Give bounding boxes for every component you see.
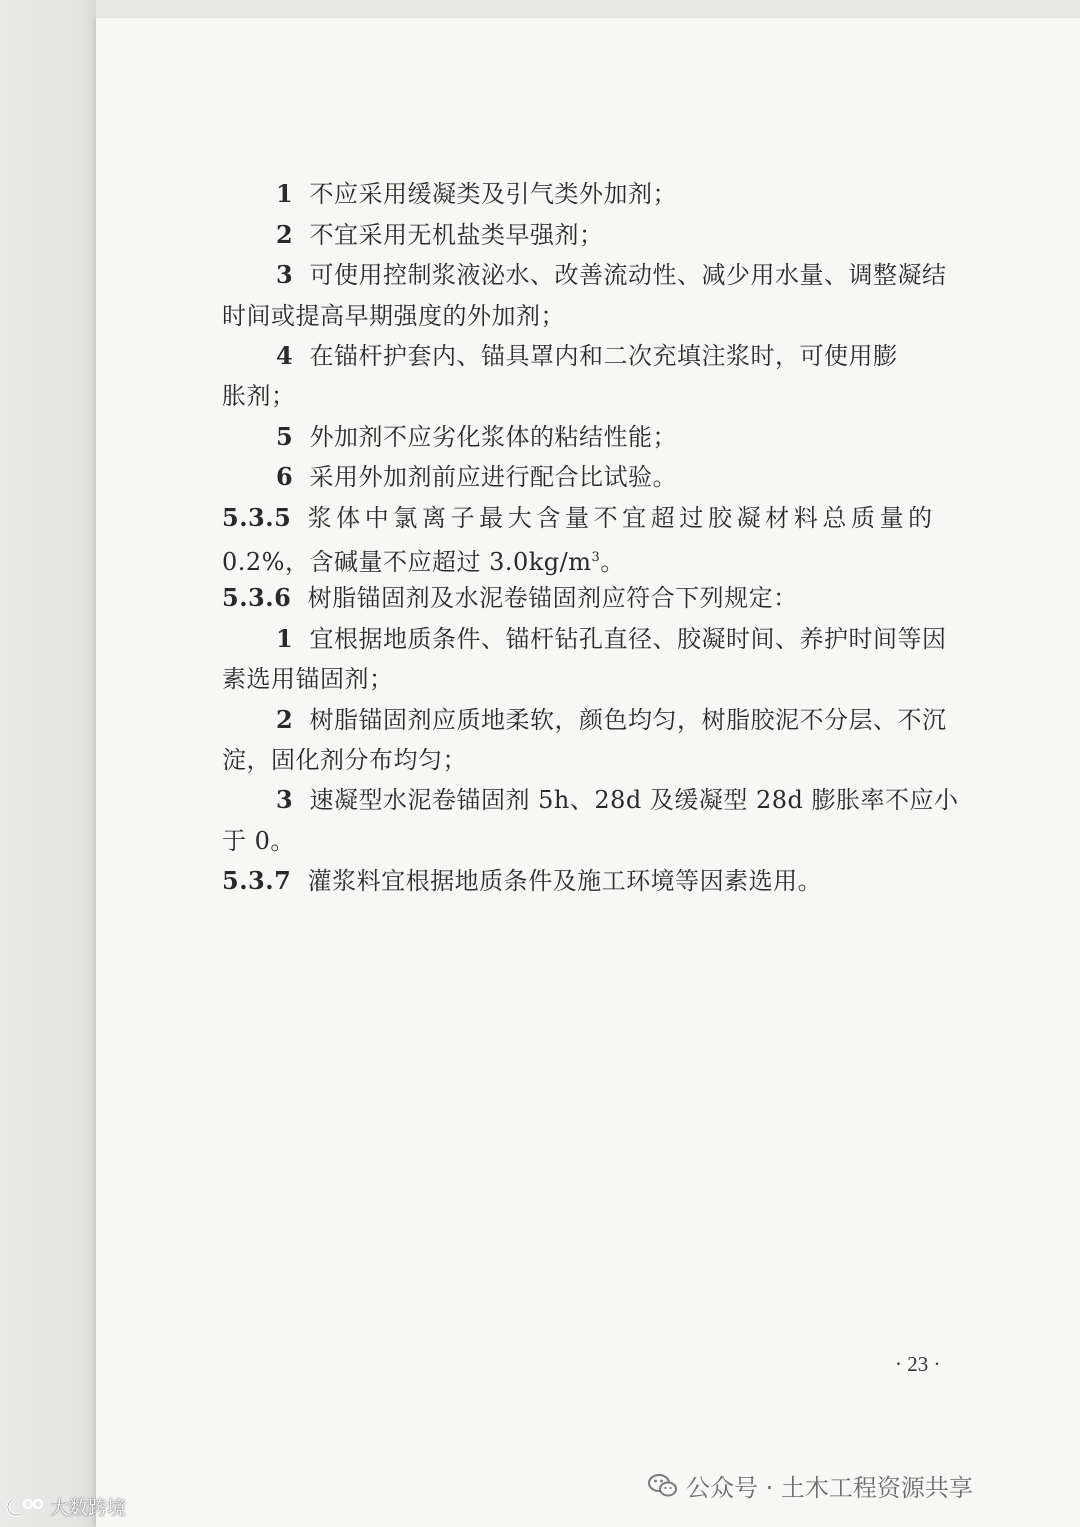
list-item <box>276 704 946 736</box>
item-text: 素选用锚固剂； <box>222 665 394 693</box>
scan-margin <box>0 0 96 1527</box>
item-number: 1 <box>276 624 294 653</box>
list-item <box>276 784 959 816</box>
item-number: 2 <box>276 705 294 734</box>
item-text: 时间或提高早期强度的外加剂； <box>222 302 565 330</box>
list-item-continuation <box>222 663 394 695</box>
page-number: · 23 · <box>895 1352 941 1376</box>
list-item <box>276 340 897 372</box>
list-item <box>276 259 946 291</box>
superscript: 3 <box>591 550 601 565</box>
wechat-icon <box>648 1473 678 1499</box>
item-number: 3 <box>276 260 294 289</box>
list-item-continuation <box>222 825 295 857</box>
item-text: 不宜采用无机盐类早强剂； <box>309 221 604 249</box>
clause-5-3-7 <box>222 865 822 897</box>
clause-5-3-5 <box>222 502 937 534</box>
clause-number: 5.3.7 <box>222 866 292 895</box>
list-item-continuation <box>222 744 467 776</box>
list-item <box>276 623 946 655</box>
clause-5-3-6 <box>222 582 798 614</box>
clause-number: 5.3.6 <box>222 583 292 612</box>
item-text: 在锚杆护套内、锚具罩内和二次充填注浆时，可使用膨 <box>309 342 898 370</box>
item-text: 树脂锚固剂应质地柔软，颜色均匀，树脂胶泥不分层、不沉 <box>309 706 947 734</box>
clause-text: 浆体中氯离子最大含量不宜超过胶凝材料总质量的 <box>307 504 937 532</box>
watermark-text: 大数跨境 <box>50 1497 127 1519</box>
clause-text: 灌浆料宜根据地质条件及施工环境等因素选用。 <box>307 867 823 895</box>
item-number: 5 <box>276 422 294 451</box>
item-text: 可使用控制浆液泌水、改善流动性、减少用水量、调整凝结 <box>309 261 947 289</box>
item-text: 外加剂不应劣化浆体的粘结性能； <box>309 423 677 451</box>
item-text: 淀，固化剂分布均匀； <box>222 746 467 774</box>
item-number: 3 <box>276 785 294 814</box>
brand-logo-icon <box>6 1496 46 1518</box>
list-item <box>276 178 677 210</box>
wechat-watermark <box>648 1468 973 1503</box>
item-text: 采用外加剂前应进行配合比试验。 <box>309 463 677 491</box>
list-item-continuation <box>222 300 565 332</box>
clause-5-3-5-continuation <box>222 542 625 578</box>
item-number: 6 <box>276 462 294 491</box>
item-number: 4 <box>276 341 294 370</box>
item-text: 于 0。 <box>222 827 295 855</box>
item-text: 宜根据地质条件、锚杆钻孔直径、胶凝时间、养护时间等因 <box>309 625 947 653</box>
item-number: 2 <box>276 220 294 249</box>
clause-text: 树脂锚固剂及水泥卷锚固剂应符合下列规定： <box>307 584 798 612</box>
list-item <box>276 219 603 251</box>
list-item <box>276 421 677 453</box>
item-number: 1 <box>276 179 294 208</box>
item-text: 速凝型水泥卷锚固剂 5h、28d 及缓凝型 28d 膨胀率不应小 <box>309 786 959 814</box>
clause-number: 5.3.5 <box>222 503 292 532</box>
brand-watermark <box>6 1493 126 1520</box>
list-item-continuation <box>222 380 296 412</box>
item-text: 胀剂； <box>222 382 296 410</box>
clause-text: 0.2%，含碱量不应超过 3.0kg/m <box>222 548 592 576</box>
item-text: 不应采用缓凝类及引气类外加剂； <box>309 180 677 208</box>
watermark-text: 公众号 · 土木工程资源共享 <box>686 1474 973 1502</box>
clause-text: 。 <box>600 548 625 576</box>
list-item <box>276 461 677 493</box>
